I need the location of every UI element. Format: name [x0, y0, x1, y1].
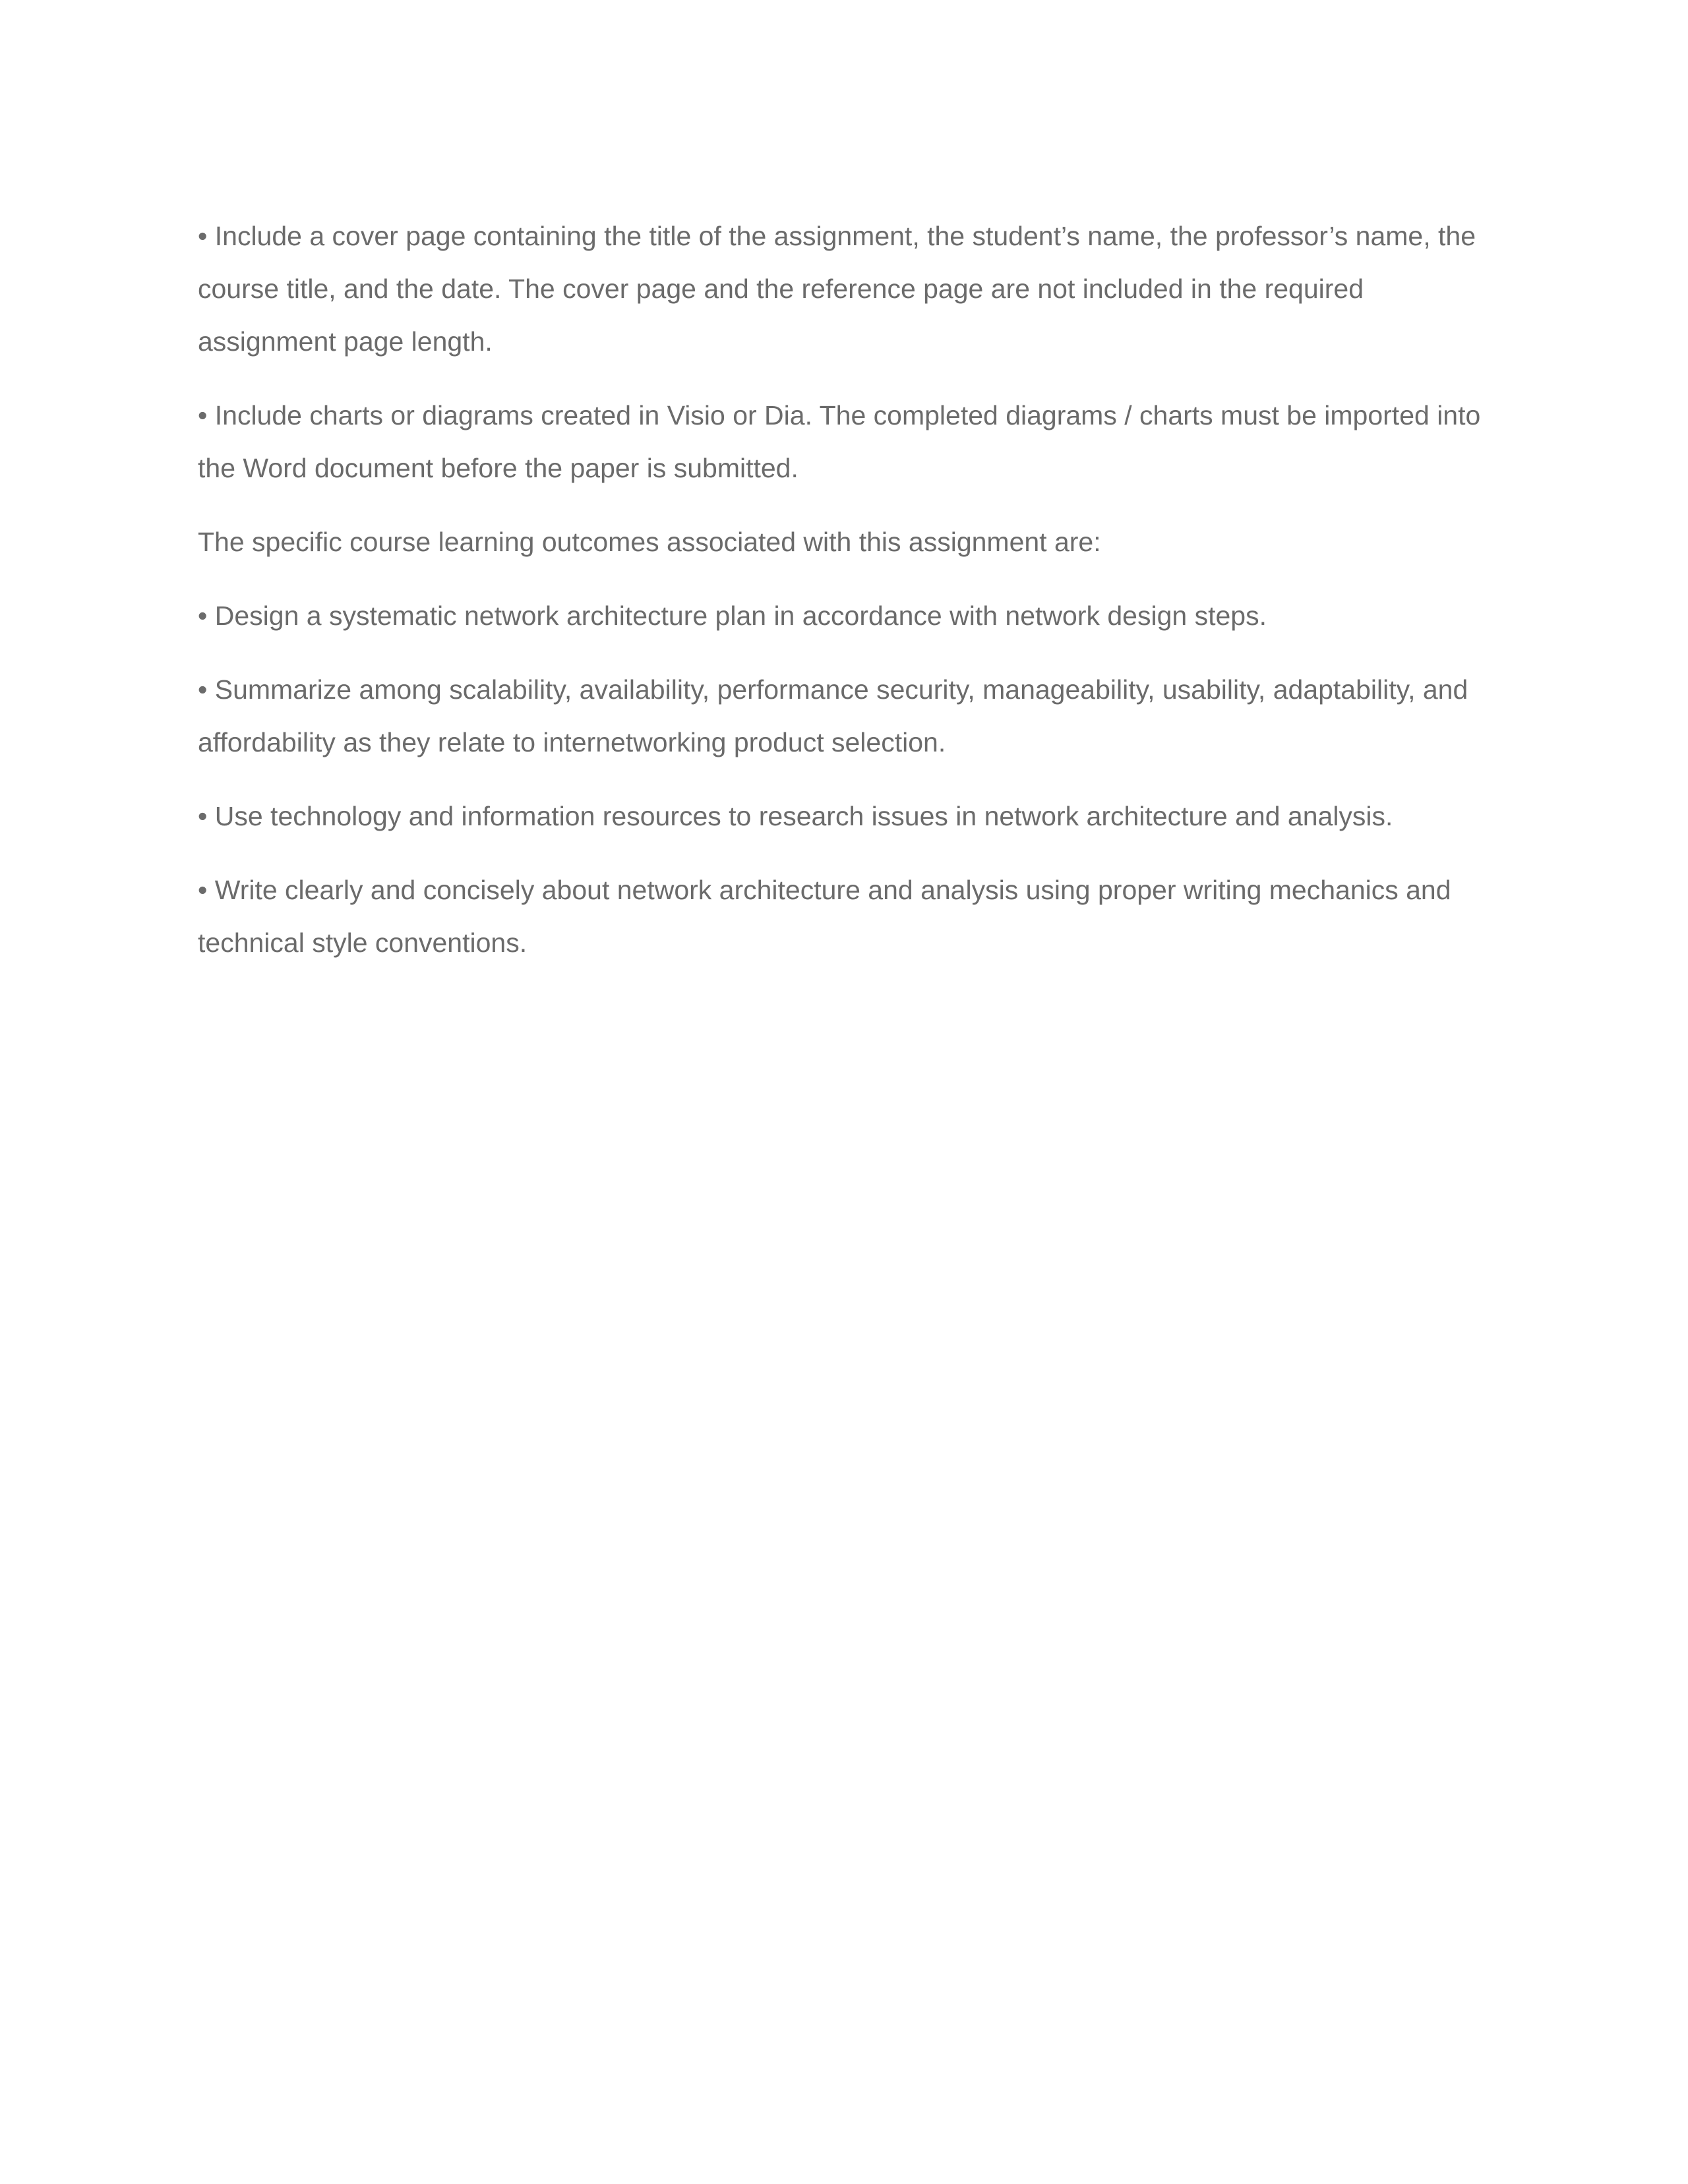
document-body: [198, 210, 1490, 990]
requirement-charts-diagrams: • Include charts or diagrams created in Visio or Dia. The completed diagrams / charts must be imported into the Word document before the paper is submitted.: [198, 400, 1481, 483]
outcome-research-issues: • Use technology and information resources to research issues in network architecture and analysis.: [198, 801, 1393, 831]
outcome-summarize-factors: • Summarize among scalability, availability, performance security, manageability, usability, adaptability, and affordability as they relate to internetworking product selection.: [198, 674, 1468, 757]
outcome-write-clearly: • Write clearly and concisely about network architecture and analysis using proper writing mechanics and technical style conventions.: [198, 875, 1451, 958]
requirement-cover-page: • Include a cover page containing the title of the assignment, the student’s name, the professor’s name, the course title, and the date. The cover page and the reference page are not included in the required assignment page length.: [198, 221, 1476, 357]
outcome-design-plan: • Design a systematic network architecture plan in accordance with network design steps.: [198, 601, 1267, 631]
learning-outcomes-intro: The specific course learning outcomes associated with this assignment are:: [198, 527, 1101, 557]
